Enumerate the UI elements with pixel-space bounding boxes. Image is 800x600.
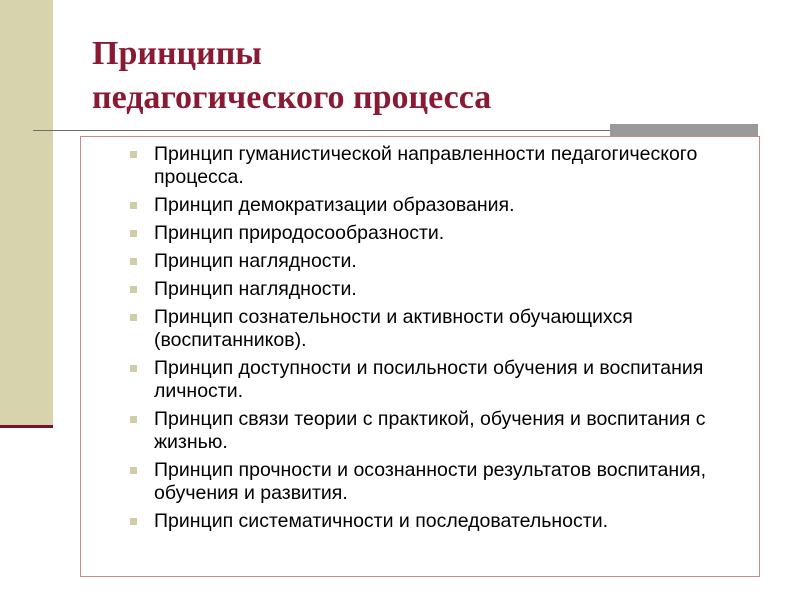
list-item (130, 357, 730, 403)
list-item (130, 278, 730, 301)
list-item (130, 459, 730, 505)
list-item (130, 222, 730, 245)
list-item-text: Принцип демократизации образования. (154, 194, 515, 216)
title-divider-block (610, 124, 758, 136)
principles-list (130, 143, 730, 538)
square-bullet-icon (130, 258, 137, 265)
list-item (130, 510, 730, 533)
slide-title (92, 32, 491, 120)
list-item (130, 194, 730, 217)
left-accent-line (0, 425, 53, 428)
square-bullet-icon (130, 467, 137, 474)
square-bullet-icon (130, 416, 137, 423)
square-bullet-icon (130, 230, 137, 237)
list-item-text: Принцип природосообразности. (154, 222, 445, 244)
list-item (130, 143, 730, 189)
square-bullet-icon (130, 286, 137, 293)
list-item-text: Принцип наглядности. (154, 278, 357, 300)
square-bullet-icon (130, 365, 137, 372)
list-item-text: Принцип прочности и осознанности результатов воспитания, обучения и развития. (154, 459, 706, 504)
square-bullet-icon (130, 518, 137, 525)
list-item-text: Принцип систематичности и последовательности. (154, 510, 609, 532)
list-item (130, 306, 730, 352)
list-item (130, 408, 730, 454)
list-item-text: Принцип сознательности и активности обучающихся (воспитанников). (154, 306, 633, 351)
slide-title-line-2: педагогического процесса (92, 79, 492, 116)
list-item-text: Принцип наглядности. (154, 250, 357, 272)
list-item (130, 250, 730, 273)
list-item-text: Принцип связи теории с практикой, обучения и воспитания с жизнью. (154, 408, 706, 453)
list-item-text: Принцип гуманистической направленности педагогического процесса. (154, 143, 698, 188)
list-item-text: Принцип доступности и посильности обучения и воспитания личности. (154, 357, 704, 402)
left-decor-band (0, 0, 53, 427)
square-bullet-icon (130, 151, 137, 158)
square-bullet-icon (130, 314, 137, 321)
slide-title-line-1: Принципы (92, 35, 262, 72)
square-bullet-icon (130, 202, 137, 209)
